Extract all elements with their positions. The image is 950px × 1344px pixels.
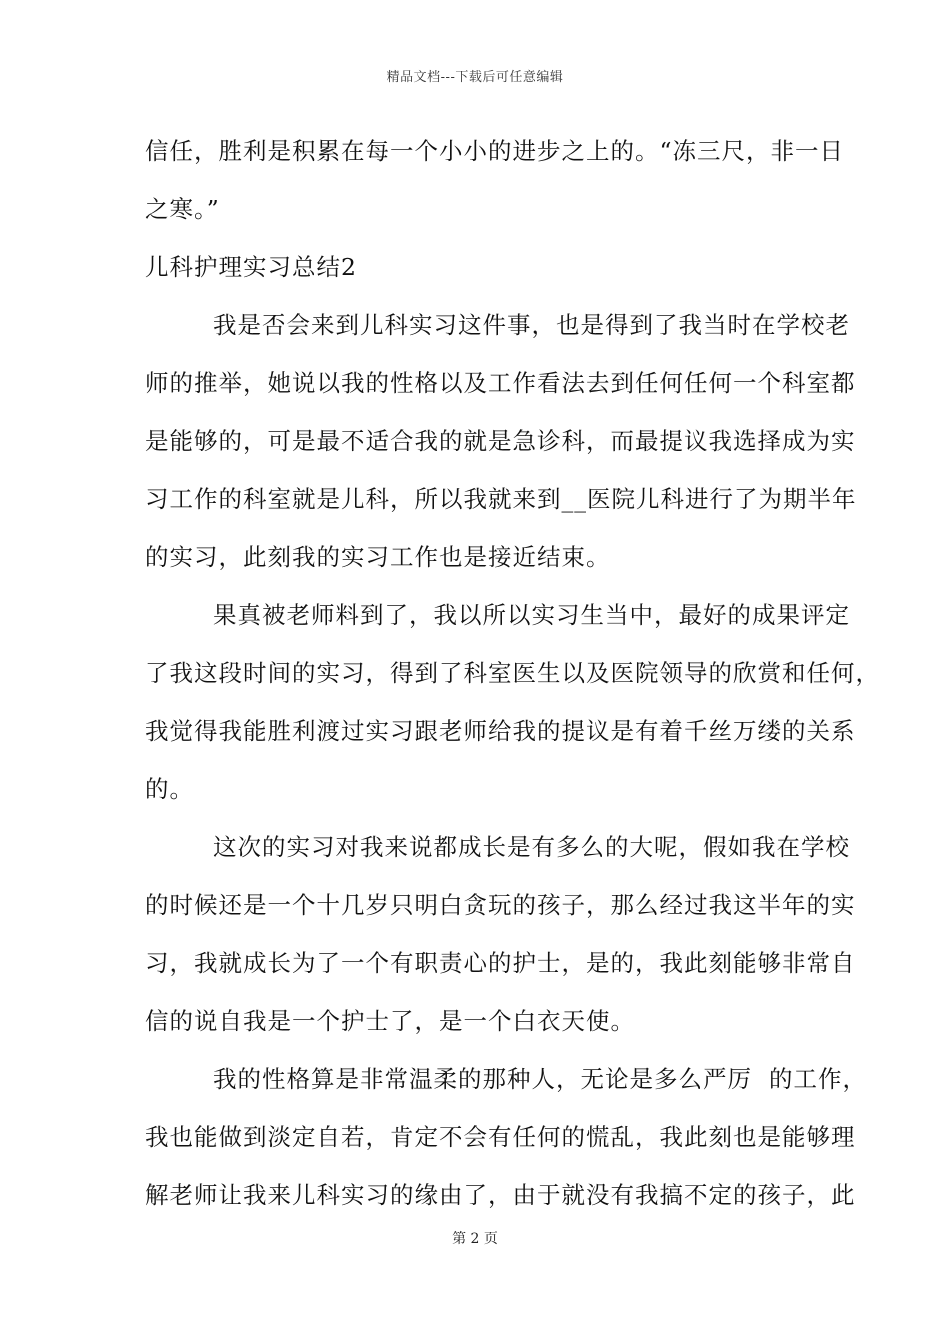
text-line: 师的推举，她说以我的性格以及工作看法去到任何任何一个科室都 — [145, 369, 856, 397]
text-line: 我也能做到淡定自若，肯定不会有任何的慌乱，我此刻也是能够理 — [145, 1123, 856, 1151]
document-body — [145, 122, 880, 1224]
text-line: 这次的实习对我来说都成长是有多么的大呢，假如我在学校 — [213, 833, 850, 861]
text-line: 的时候还是一个十几岁只明白贪玩的孩子，那么经过我这半年的实 — [145, 891, 856, 919]
section-title: 儿科护理实习总结2 — [145, 253, 357, 281]
text-line: 信任，胜利是积累在每一个小小的进步之上的。“冻三尺，非一日 — [145, 137, 845, 165]
text-line: 果真被老师料到了，我以所以实习生当中，最好的成果评定 — [213, 601, 850, 629]
text-line: 的实习，此刻我的实习工作也是接近结束。 — [145, 543, 611, 571]
text-line: 之寒。” — [145, 195, 220, 223]
page-header: 精品文档---下载后可任意编辑 — [386, 70, 564, 85]
text-line: 习，我就成长为了一个有职责心的护士，是的，我此刻能够非常自 — [145, 949, 856, 977]
text-line: 解老师让我来儿科实习的缘由了，由于就没有我搞不定的孩子，此 — [145, 1181, 856, 1209]
text-line: 信的说自我是一个护士了，是一个白衣天使。 — [145, 1007, 635, 1035]
text-line: 我的性格算是非常温柔的那种人，无论是多么严厉 的工作， — [213, 1065, 867, 1093]
text-line: 的。 — [145, 775, 194, 803]
text-line: 我觉得我能胜利渡过实习跟老师给我的提议是有着千丝万缕的关系 — [145, 717, 856, 745]
text-line: 了我这段时间的实习，得到了科室医生以及医院领导的欣赏和任何， — [145, 659, 880, 687]
text-line: 习工作的科室就是儿科，所以我就来到__医院儿科进行了为期半年 — [145, 485, 857, 513]
text-line: 我是否会来到儿科实习这件事，也是得到了我当时在学校老 — [213, 311, 850, 339]
page-number: 第 2 页 — [452, 1231, 498, 1247]
text-line: 是能够的，可是最不适合我的就是急诊科，而最提议我选择成为实 — [145, 427, 856, 455]
